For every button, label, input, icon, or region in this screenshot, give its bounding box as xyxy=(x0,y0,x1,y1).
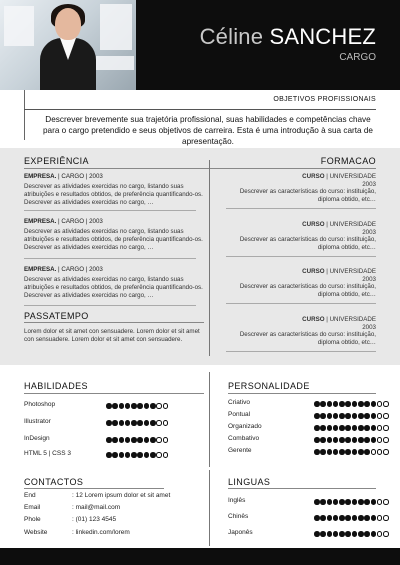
rating-dot-filled xyxy=(358,401,364,407)
rating-dot-filled xyxy=(358,499,364,505)
skill-label: Illustrator xyxy=(24,418,51,425)
education-desc: Descrever as características do curso: instituição, xyxy=(239,331,376,339)
rating-dot-filled xyxy=(137,403,143,409)
education-desc: Descrever as características do curso: instituição, xyxy=(239,188,376,196)
rating-dot-empty xyxy=(163,420,169,426)
contact-value: : mail@mail.com xyxy=(72,504,121,511)
rating-dot-filled xyxy=(327,531,333,537)
rating-dot-filled xyxy=(125,403,131,409)
objectives-title: OBJETIVOS PROFISSIONAIS xyxy=(24,96,376,110)
course: CURSO xyxy=(302,173,325,180)
hobbies-text: Lorem dolor et sit amet con sensuadere. Lorem dolor et sit amet con sensuadere. Lorem dolor et sit amet con sensuadere. xyxy=(24,328,200,343)
rating-dot-filled xyxy=(106,437,112,443)
skill-rating xyxy=(106,437,169,444)
contact-label: Email xyxy=(24,504,41,511)
rating-dot-filled xyxy=(119,452,125,458)
rating-dot-empty xyxy=(156,437,162,443)
contact-label: Website xyxy=(24,529,48,536)
rating-dot-filled xyxy=(320,515,326,521)
rating-dot-filled xyxy=(339,449,345,455)
rating-dot-empty xyxy=(377,413,383,419)
rating-dot-filled xyxy=(131,437,137,443)
experience-desc: Descrever as atividades exercidas no cargo, listando suas atribuições e resultados obtidos, de preferência quantificando-os. Descrever as atividades exercidas no cargo, … xyxy=(24,276,203,299)
education-year: 2003 xyxy=(362,180,376,188)
rating-dot-filled xyxy=(371,425,377,431)
rating-dot-filled xyxy=(364,413,370,419)
language-label: Japonês xyxy=(228,529,253,536)
rating-dot-filled xyxy=(345,401,351,407)
rating-dot-empty xyxy=(383,449,389,455)
contact-address xyxy=(24,492,170,499)
rating-dot-filled xyxy=(352,425,358,431)
languages-rule xyxy=(228,488,376,489)
rating-dot-filled xyxy=(112,403,118,409)
rating-dot-empty xyxy=(377,449,383,455)
rating-dot-filled xyxy=(327,401,333,407)
skill-rating xyxy=(106,403,169,410)
rating-dot-filled xyxy=(125,452,131,458)
education-title: FORMACAO xyxy=(320,156,376,166)
education-year: 2003 xyxy=(362,275,376,283)
rating-dot-filled xyxy=(320,449,326,455)
skill-label: InDesign xyxy=(24,435,50,442)
rating-dot-filled xyxy=(314,413,320,419)
rating-dot-filled xyxy=(150,437,156,443)
experience-item xyxy=(24,266,204,300)
rating-dot-filled xyxy=(333,515,339,521)
rating-dot-filled xyxy=(137,437,143,443)
footer-bar xyxy=(0,548,400,565)
rating-dot-filled xyxy=(112,420,118,426)
item-divider xyxy=(24,258,196,259)
rating-dot-filled xyxy=(144,403,150,409)
rating-dot-filled xyxy=(352,449,358,455)
language-label: Chinês xyxy=(228,513,249,520)
column-divider xyxy=(209,470,210,546)
hobbies-rule xyxy=(24,322,204,323)
skills-title: HABILIDADES xyxy=(24,381,88,391)
rating-dot-filled xyxy=(339,413,345,419)
rating-dot-filled xyxy=(327,499,333,505)
personality-rule xyxy=(228,393,376,394)
rating-dot-filled xyxy=(119,403,125,409)
rating-dot-filled xyxy=(371,515,377,521)
rating-dot-filled xyxy=(358,425,364,431)
rating-dot-empty xyxy=(377,499,383,505)
education-desc: diploma obtido, etc… xyxy=(317,195,376,203)
rating-dot-filled xyxy=(358,413,364,419)
skill-label: Photoshop xyxy=(24,401,56,408)
rating-dot-filled xyxy=(327,437,333,443)
rating-dot-filled xyxy=(352,515,358,521)
trait-label: Pontual xyxy=(228,411,251,418)
rating-dot-filled xyxy=(333,401,339,407)
education-item xyxy=(206,173,376,203)
objectives-text: Descrever brevemente sua trajetória profissional, suas habilidades e competências chave para o cargo pretendido e seus objetivos de carreira. Esta é uma introdução à sua carta de apresentação. xyxy=(43,115,373,146)
rating-dot-filled xyxy=(352,437,358,443)
rating-dot-filled xyxy=(144,437,150,443)
rating-dot-filled xyxy=(314,499,320,505)
rating-dot-empty xyxy=(371,449,377,455)
rating-dot-filled xyxy=(320,437,326,443)
rating-dot-filled xyxy=(131,452,137,458)
rating-dot-filled xyxy=(333,437,339,443)
course: CURSO xyxy=(302,316,325,323)
rating-dot-filled xyxy=(364,499,370,505)
first-name: Céline xyxy=(199,24,264,49)
rating-dot-empty xyxy=(383,499,389,505)
rating-dot-filled xyxy=(106,452,112,458)
contact-value: : 12 Lorem ipsum dolor et sit amet xyxy=(72,492,171,499)
rating-dot-empty xyxy=(383,437,389,443)
rating-dot-filled xyxy=(320,425,326,431)
experience-item xyxy=(24,173,204,207)
rating-dot-filled xyxy=(371,499,377,505)
rating-dot-filled xyxy=(333,449,339,455)
rating-dot-filled xyxy=(371,437,377,443)
rating-dot-empty xyxy=(163,403,169,409)
education-year: 2003 xyxy=(362,323,376,331)
rating-dot-filled xyxy=(364,449,370,455)
university: | UNIVERSIDADE xyxy=(324,221,376,228)
column-divider xyxy=(209,372,210,467)
rating-dot-filled xyxy=(137,420,143,426)
rating-dot-filled xyxy=(314,437,320,443)
trait-label: Gerente xyxy=(228,447,252,454)
rating-dot-empty xyxy=(377,401,383,407)
company: EMPRESA. xyxy=(24,173,57,180)
university: | UNIVERSIDADE xyxy=(324,316,376,323)
rating-dot-empty xyxy=(383,401,389,407)
rating-dot-filled xyxy=(327,515,333,521)
item-divider xyxy=(226,256,376,257)
rating-dot-empty xyxy=(163,452,169,458)
education-year: 2003 xyxy=(362,228,376,236)
rating-dot-empty xyxy=(156,403,162,409)
contacts-title: CONTACTOS xyxy=(24,477,84,487)
skill-rating xyxy=(106,452,169,459)
rating-dot-filled xyxy=(371,413,377,419)
rating-dot-filled xyxy=(144,452,150,458)
rating-dot-filled xyxy=(150,420,156,426)
rating-dot-filled xyxy=(358,515,364,521)
education-desc: diploma obtido, etc… xyxy=(317,290,376,298)
rating-dot-filled xyxy=(327,449,333,455)
item-divider xyxy=(226,351,376,352)
rating-dot-filled xyxy=(106,403,112,409)
role-year: | CARGO | 2003 xyxy=(56,266,103,273)
rating-dot-filled xyxy=(131,420,137,426)
rating-dot-filled xyxy=(352,401,358,407)
company: EMPRESA. xyxy=(24,218,57,225)
rating-dot-filled xyxy=(112,437,118,443)
rating-dot-filled xyxy=(339,515,345,521)
rating-dot-filled xyxy=(339,437,345,443)
rating-dot-empty xyxy=(163,437,169,443)
rating-dot-empty xyxy=(377,425,383,431)
rating-dot-empty xyxy=(383,531,389,537)
hobbies-title: PASSATEMPO xyxy=(24,311,89,321)
rating-dot-filled xyxy=(112,452,118,458)
education-item xyxy=(206,221,376,251)
rating-dot-filled xyxy=(371,401,377,407)
trait-label: Organizado xyxy=(228,423,262,430)
rating-dot-filled xyxy=(333,413,339,419)
rating-dot-empty xyxy=(377,515,383,521)
rating-dot-empty xyxy=(156,420,162,426)
rating-dot-filled xyxy=(345,425,351,431)
language-rating xyxy=(314,515,390,522)
rating-dot-filled xyxy=(371,531,377,537)
experience-desc: Descrever as atividades exercidas no cargo, listando suas atribuições e resultados obtidos, de preferência quantificando-os. Descrever as atividades exercidas no cargo, … xyxy=(24,183,203,206)
personality-title: PERSONALIDADE xyxy=(228,381,310,391)
trait-rating xyxy=(314,413,390,420)
rating-dot-filled xyxy=(358,449,364,455)
trait-label: Combativo xyxy=(228,435,260,442)
rating-dot-filled xyxy=(333,499,339,505)
rating-dot-filled xyxy=(333,425,339,431)
job-title: CARGO xyxy=(339,52,376,63)
rating-dot-filled xyxy=(339,531,345,537)
rating-dot-filled xyxy=(352,531,358,537)
rating-dot-filled xyxy=(144,420,150,426)
rating-dot-empty xyxy=(377,437,383,443)
contact-label: End xyxy=(24,492,36,499)
rating-dot-filled xyxy=(358,531,364,537)
experience-title: EXPERIÊNCIA xyxy=(24,156,89,166)
trait-label: Criativo xyxy=(228,399,251,406)
rating-dot-filled xyxy=(339,401,345,407)
rating-dot-filled xyxy=(320,401,326,407)
education-desc: Descrever as características do curso: instituição, xyxy=(239,283,376,291)
language-rating xyxy=(314,531,390,538)
item-divider xyxy=(24,305,196,306)
trait-rating xyxy=(314,425,390,432)
rating-dot-filled xyxy=(339,499,345,505)
rating-dot-filled xyxy=(364,531,370,537)
rating-dot-filled xyxy=(345,531,351,537)
contact-email xyxy=(24,504,120,511)
trait-rating xyxy=(314,449,390,456)
contact-phone xyxy=(24,516,116,523)
contacts-rule xyxy=(24,488,164,489)
rating-dot-filled xyxy=(345,413,351,419)
trait-rating xyxy=(314,401,390,408)
item-divider xyxy=(24,210,196,211)
section-rule xyxy=(24,168,376,169)
rating-dot-filled xyxy=(150,452,156,458)
rating-dot-filled xyxy=(314,515,320,521)
rating-dot-empty xyxy=(377,531,383,537)
candidate-name xyxy=(200,24,376,50)
rating-dot-filled xyxy=(119,437,125,443)
rating-dot-filled xyxy=(320,413,326,419)
course: CURSO xyxy=(302,268,325,275)
skills-rule xyxy=(24,393,204,394)
rating-dot-empty xyxy=(383,515,389,521)
rating-dot-filled xyxy=(352,413,358,419)
role-year: | CARGO | 2003 xyxy=(56,218,103,225)
rating-dot-filled xyxy=(327,425,333,431)
rating-dot-filled xyxy=(150,403,156,409)
rating-dot-filled xyxy=(314,401,320,407)
rating-dot-filled xyxy=(364,425,370,431)
item-divider xyxy=(226,208,376,209)
rating-dot-filled xyxy=(358,437,364,443)
rating-dot-filled xyxy=(314,425,320,431)
contact-label: Phole xyxy=(24,516,41,523)
rating-dot-empty xyxy=(383,413,389,419)
rating-dot-filled xyxy=(345,449,351,455)
contact-website xyxy=(24,529,130,536)
rating-dot-filled xyxy=(364,401,370,407)
last-name: SANCHEZ xyxy=(269,24,376,49)
rating-dot-filled xyxy=(345,437,351,443)
rating-dot-filled xyxy=(314,531,320,537)
language-label: Inglês xyxy=(228,497,246,504)
education-desc: diploma obtido, etc… xyxy=(317,338,376,346)
experience-item xyxy=(24,218,204,252)
rating-dot-filled xyxy=(327,413,333,419)
company: EMPRESA. xyxy=(24,266,57,273)
university: | UNIVERSIDADE xyxy=(324,268,376,275)
role-year: | CARGO | 2003 xyxy=(56,173,103,180)
rating-dot-filled xyxy=(125,420,131,426)
rating-dot-empty xyxy=(383,425,389,431)
rating-dot-empty xyxy=(156,452,162,458)
education-desc: Descrever as características do curso: instituição, xyxy=(239,236,376,244)
trait-rating xyxy=(314,437,390,444)
university: | UNIVERSIDADE xyxy=(324,173,376,180)
rating-dot-filled xyxy=(314,449,320,455)
experience-desc: Descrever as atividades exercidas no cargo, listando suas atribuições e resultados obtidos, de preferência quantificando-os. Descrever as atividades exercidas no cargo, … xyxy=(24,228,203,251)
rating-dot-filled xyxy=(345,515,351,521)
rating-dot-filled xyxy=(339,425,345,431)
skill-label: HTML 5 | CSS 3 xyxy=(24,450,71,457)
item-divider xyxy=(226,303,376,304)
language-rating xyxy=(314,499,390,506)
rating-dot-filled xyxy=(125,437,131,443)
rating-dot-filled xyxy=(345,499,351,505)
rating-dot-filled xyxy=(364,515,370,521)
education-desc: diploma obtido, etc… xyxy=(317,243,376,251)
course: CURSO xyxy=(302,221,325,228)
skill-rating xyxy=(106,420,169,427)
rating-dot-filled xyxy=(106,420,112,426)
contact-value: : (01) 123 4545 xyxy=(72,516,117,523)
rating-dot-filled xyxy=(320,499,326,505)
rating-dot-filled xyxy=(131,403,137,409)
rating-dot-filled xyxy=(320,531,326,537)
rating-dot-filled xyxy=(137,452,143,458)
education-item xyxy=(206,268,376,298)
contact-value: : linkedin.com/lorem xyxy=(72,529,130,536)
rating-dot-filled xyxy=(333,531,339,537)
rating-dot-filled xyxy=(119,420,125,426)
rating-dot-filled xyxy=(364,437,370,443)
rating-dot-filled xyxy=(352,499,358,505)
profile-photo xyxy=(0,0,136,90)
languages-title: LINGUAS xyxy=(228,477,271,487)
education-item xyxy=(206,316,376,346)
